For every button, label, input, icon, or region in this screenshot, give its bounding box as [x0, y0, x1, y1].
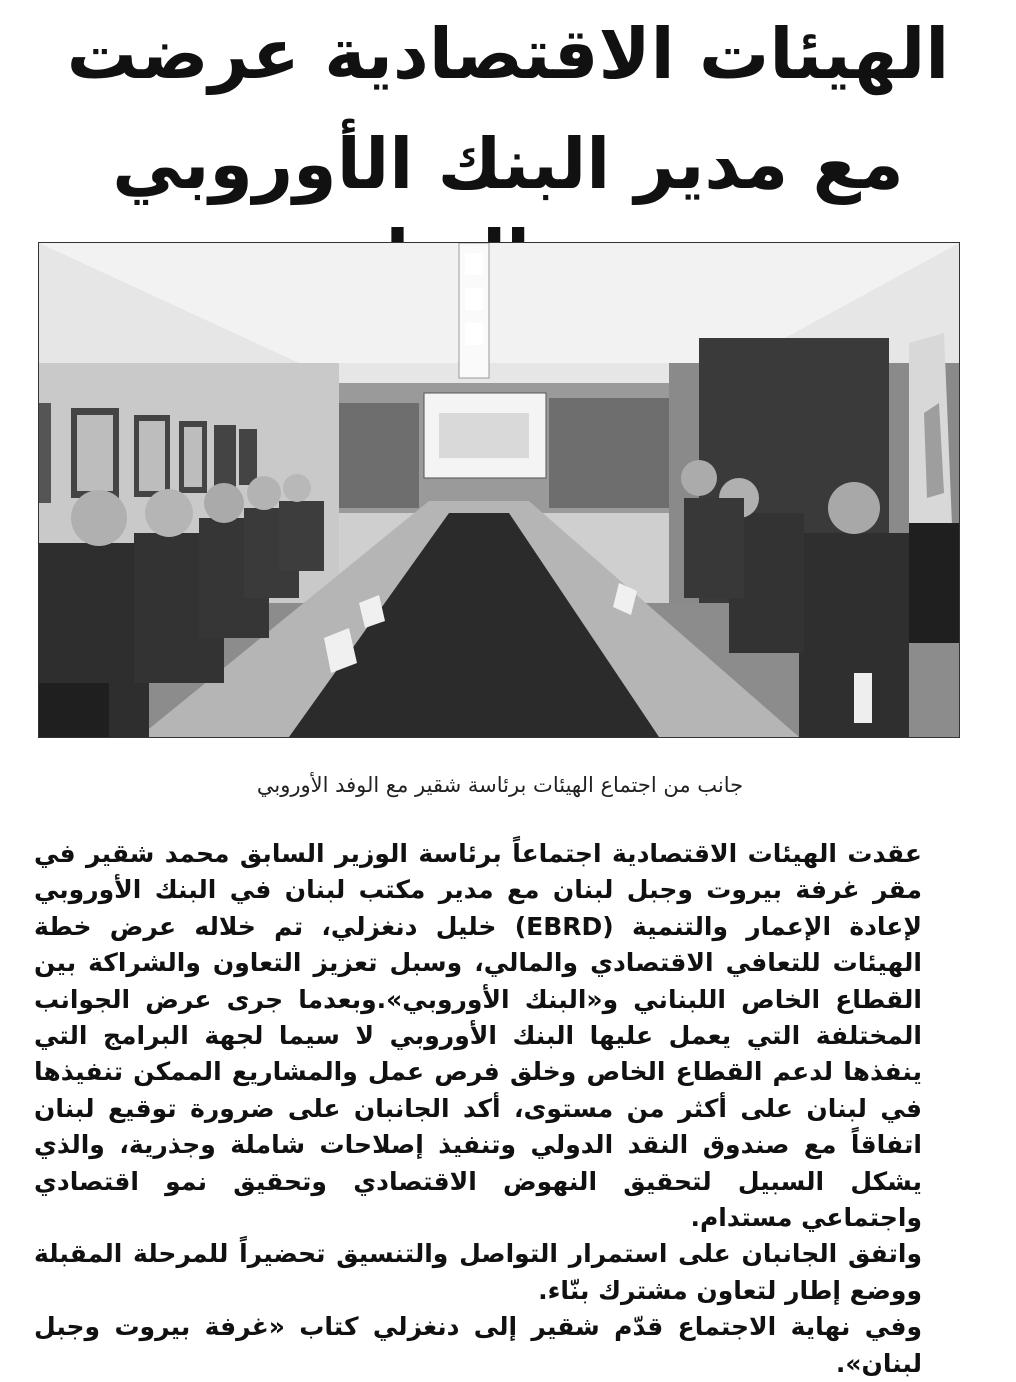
- headline-line-1: الهيئات الاقتصادية عرضت: [66, 13, 950, 95]
- article-paragraph-1: عقدت الهيئات الاقتصادية اجتماعاً برئاسة الوزير السابق محمد شقير في مقر غرفة بيروت وجبل لبنان مع مدير مكتب لبنان في البنك الأوروبي لإعادة الإعمار والتنمية (EBRD) خليل دنغزلي، تم خلاله عرض خطة الهيئات للتعافي الاقتصادي والمالي، وسبل تعزيز التعاون والشراكة بين القطاع الخاص اللبناني و«البنك الأوروبي».وبعدما جرى عرض الجوانب المختلفة التي يعمل عليها البنك الأوروبي لا سيما لجهة البرامج التي ينفذها لدعم القطاع الخاص وخلق فرص عمل والمشاريع الممكن تنفيذها في لبنان على أكثر من مستوى، أكد الجانبان على ضرورة توقيع لبنان اتفاقاً مع صندوق النقد الدولي وتنفيذ إصلاحات شاملة وجذرية، والذي يشكل السبيل لتحقيق النهوض الاقتصادي وتحقيق نمو اقتصادي واجتماعي مستدام.: [34, 839, 922, 1233]
- article-paragraph-3: وفي نهاية الاجتماع قدّم شقير إلى دنغزلي كتاب «غرفة بيروت وجبل لبنان».: [34, 1312, 922, 1378]
- photo-caption: جانب من اجتماع الهيئات برئاسة شقير مع الوفد الأوروبي: [256, 773, 744, 797]
- headline-line-2: مع مدير البنك الأوروبي: [112, 123, 904, 205]
- article-body: [34, 836, 982, 1382]
- article-paragraph-2: واتفق الجانبان على استمرار التواصل والتنسيق تحضيراً للمرحلة المقبلة ووضع إطار لتعاون مشترك بنّاء.: [34, 1239, 922, 1305]
- meeting-photo: [38, 242, 960, 738]
